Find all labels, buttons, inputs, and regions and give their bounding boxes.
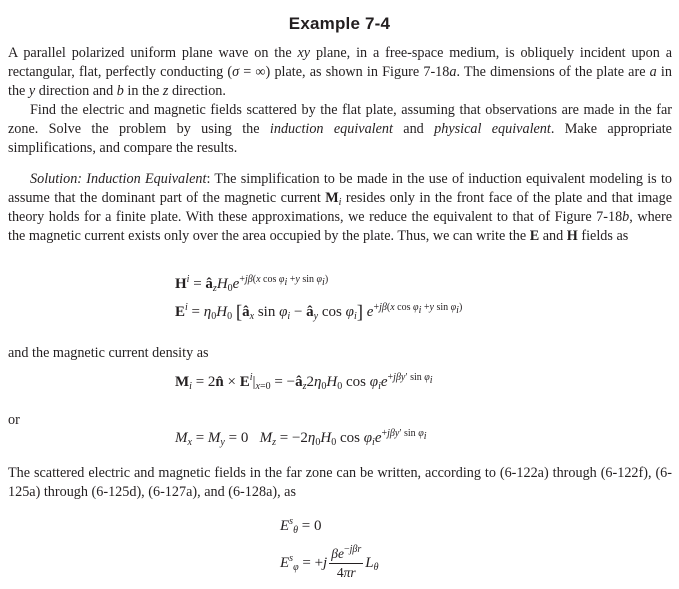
scatter-paragraph: The scattered electric and magnetic fields in the far zone can be written, according to (6-122a) through (6-122f), (6-125a) through (6-125d), (6-127a), and (6-128a), as [8,465,672,500]
current-intro: and the magnetic current density as [8,345,209,361]
example-title: Example 7-4 [288,14,391,33]
equation-e-theta-scattered: $E^s_\theta = 0$ [280,516,322,536]
equation-e-phi-scattered: $E^s_\varphi = +j$ $\frac{\beta e^{-j\beta r}}{4\pi r}$ $L_\theta$ [280,544,379,580]
equation-h-incident: $H^i$ = $â_zH_0e^{+j\beta(x cos \varphi_i +y sin \varphi_i)}$ [175,274,329,294]
solution-paragraph: Solution: Induction Equivalent: The simplification to be made in the use of induction equivalent modeling is to assume that the dominant part of the magnetic current $M_i$ resides only in the front face of the plate and that image theory holds for a finite plate. With these approximations, we reduce the equivalent to that of Figure 7-18b, where the magnetic current exists only over the area occupied by the plate. Thus, we can write the E and H fields as [8,171,672,244]
equation-e-incident: $E^i = \eta_0H_0$ [$â_x$ $\sin \varphi_i$ − $â_y$ $\cos \varphi_i$] $e^{+j\beta(x cos \varphi_i +y sin \varphi_i)}$ [175,302,463,323]
task-paragraph: Find the electric and magnetic fields scattered by the flat plate, assuming that observations are made in the far zone. Solve the problem by using the induction equivalent and physical equivalent. Make appropriate simplifications, and compare the results. [8,102,672,156]
intro-paragraph: A parallel polarized uniform plane wave on the xy plane, in a free-space medium, is obliquely incident upon a rectangular, flat, perfectly conducting (σ = ∞) plate, as shown in Figure 7-18a. The dimensions of the plate are a in the y direction and b in the z direction. [8,45,672,99]
or-text: or [8,412,20,428]
equation-magnetic-current: $M_i$ = 2n̂ × $E^i|_{x=0}$ = $-â_z2\eta_0H_0$ $\cos \varphi_ie^{+j\beta y' sin \varphi_i}$ [175,372,433,392]
fraction: $\frac{\beta e^{-j\beta r}}{4\pi r}$ [331,544,362,580]
equation-current-components: $M_x = M_y = 0$ $M_z = -2\eta_0H_0$ $\cos \varphi_ie^{+j\beta y' sin \varphi_i}$ [175,428,427,448]
